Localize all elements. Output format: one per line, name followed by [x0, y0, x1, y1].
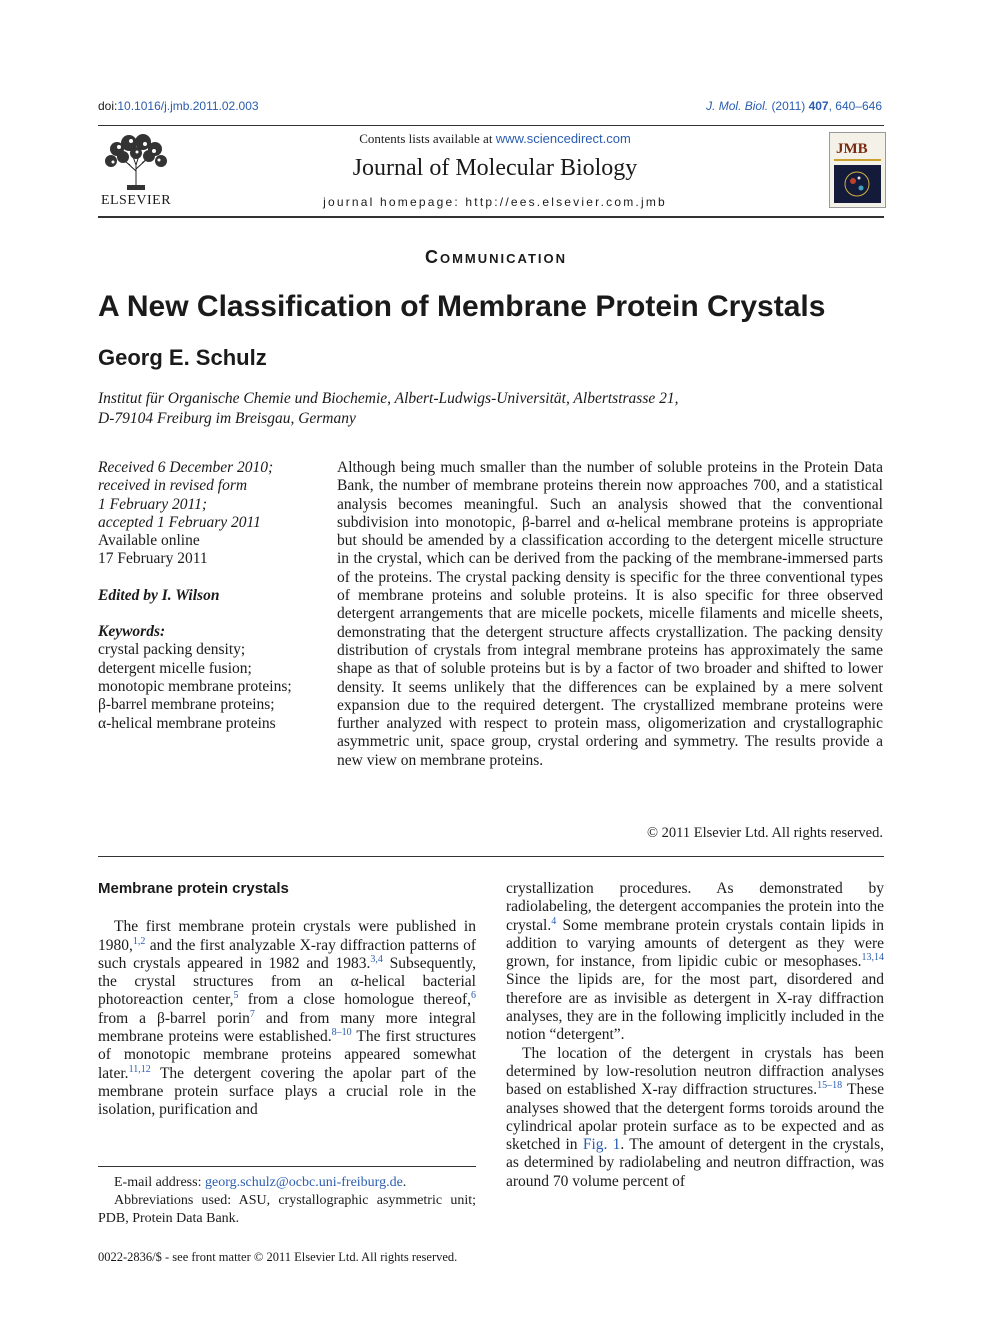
section-heading: Membrane protein crystals [98, 880, 289, 897]
citation-ref[interactable]: 7 [249, 1008, 255, 1020]
body-paragraph: The location of the detergent in crystals has been determined by low-resolution neutron diffraction analyses based on established X-ray diffraction structures.$^{15-18}$ These analyses showed that the detergent forms toroids around the cylindrical apolar protein surface as to be expected and as sketched in Fig. 1. The amount of detergent in the crystals, as determined by radiolabeling and neutron diffraction, was around 70 volume percent of [506, 1044, 885, 1190]
citation-volume: 407 [808, 99, 829, 113]
online-date: 17 February 2011 [98, 550, 208, 568]
citation-pages: , 640–646 [828, 99, 882, 113]
footnote-rule [98, 1166, 476, 1167]
keyword: crystal packing density; [98, 641, 246, 659]
accepted-date: accepted 1 February 2011 [98, 513, 261, 531]
affiliation-line-1: Institut für Organische Chemie und Biochemie, Albert-Ludwigs-Universität, Albertstrasse 21, [98, 390, 679, 407]
revised-label: received in revised form [98, 477, 248, 495]
keyword: β-barrel membrane proteins; [98, 696, 275, 714]
doi-link[interactable]: 10.1016/j.jmb.2011.02.003 [117, 99, 259, 113]
citation-ref[interactable]: 6 [470, 990, 476, 1002]
cover-title: JMB [836, 141, 868, 157]
journal-name: Journal of Molecular Biology [352, 155, 638, 181]
citation-ref[interactable]: 4 [551, 915, 557, 927]
email-footnote: E-mail address: georg.schulz@ocbc.uni-freiburg.de. [114, 1175, 407, 1190]
elsevier-wordmark: ELSEVIER [100, 193, 172, 208]
citation-ref[interactable]: 1,2 [132, 935, 146, 947]
citation-ref[interactable]: 8–10 [331, 1026, 352, 1038]
figure-link[interactable]: Fig. 1 [582, 1136, 621, 1154]
journal-cover-icon [830, 133, 885, 207]
abstract-copyright: © 2011 Elsevier Ltd. All rights reserved. [647, 825, 883, 841]
article-type: Communication [424, 247, 568, 267]
citation-journal: J. Mol. Biol. [706, 99, 769, 113]
body-paragraph: The first membrane protein crystals were published in 1980,$^{1,2}$ and the first analyzable X-ray diffraction patterns of such crystals appeared in 1982 and 1983.$^{3,4}$ Subsequently, the crystal structures from an α-helical bacterial photoreaction center,$^5$ from a close homologue thereof,$^6$ from a β-barrel porin$^7$ and from many more integral membrane proteins were established.$^{8-10}$ The first structures of monotopic membrane proteins appeared somewhat later.$^{11,12}$ The detergent covering the apolar part of the membrane protein surface plays a crucial role in the isolation, purification and [98, 918, 476, 1119]
journal-cover-thumbnail [829, 132, 886, 208]
citation-year: (2011) [771, 99, 806, 113]
doi-line [98, 99, 259, 113]
contents-line [220, 131, 770, 147]
abbreviations-footnote: Abbreviations used: ASU, crystallographic asymmetric unit; PDB, Protein Data Bank. [98, 1193, 476, 1226]
article-title: A New Classification of Membrane Protein Crystals [98, 290, 826, 323]
body-paragraph: crystallization procedures. As demonstrated by radiolabeling, the detergent accompanies the protein into the crystal.$^4$ Some membrane protein crystals contain lipids in addition to varying amounts of detergent as they were grown, for instance, from lipidic cubic or mesophases.$^{13,14}$ Since the lipids are, for the most part, disordered and therefore are as invisible as detergent in X-ray diffraction analyses, they are in the following implicitly included in the notion “detergent”. [506, 880, 884, 1044]
email-label: E-mail address: [114, 1175, 205, 1190]
edited-by: Edited by I. Wilson [98, 586, 220, 604]
online-label: Available online [98, 532, 200, 550]
email-link[interactable]: georg.schulz@ocbc.uni-freiburg.de [204, 1175, 403, 1190]
received-date: Received 6 December 2010; [98, 459, 274, 476]
revised-date: 1 February 2011; [98, 495, 208, 513]
citation [706, 99, 882, 113]
header-rule-bottom [98, 216, 884, 218]
keyword: detergent micelle fusion; [98, 659, 252, 677]
body-column-left [98, 880, 476, 1120]
citation-ref[interactable]: 15–18 [817, 1080, 843, 1092]
sciencedirect-link[interactable]: www.sciencedirect.com [495, 131, 631, 146]
author-name: Georg E. Schulz [98, 345, 267, 370]
footnotes [98, 1174, 476, 1228]
keyword: α-helical membrane proteins [98, 714, 276, 732]
body-column-right [506, 880, 884, 1191]
citation-ref[interactable]: 11,12 [128, 1063, 151, 1075]
affiliation-line-2: D-79104 Freiburg im Breisgau, Germany [98, 410, 356, 427]
citation-ref[interactable]: 13,14 [861, 952, 884, 964]
citation-ref[interactable]: 5 [233, 990, 239, 1002]
abstract-rule [98, 856, 884, 857]
doi-prefix: doi: [98, 99, 118, 113]
front-matter-line: 0022-2836/$ - see front matter © 2011 Elsevier Ltd. All rights reserved. [98, 1250, 458, 1264]
abstract-text: Although being much smaller than the number of soluble proteins in the Protein Data Bank, the number of membrane proteins therein now approaches 700, and a statistical analysis becomes meaningful. Such an analysis showed that the conventional subdivision into monotopic, β-barrel and α-helical membrane proteins is appropriate but should be amended by a classification according to the detergent micelle structure in the crystal, which can be derived from the packing of the membrane-immersed parts of the proteins. The crystal packing density is specific for the three conventional types of membrane proteins and soluble proteins. It is also specific for three observed detergent arrangements that are micelle pockets, micelle filaments and micelle sheets, demonstrating that the detergent structure affects crystallization. The packing density distribution of crystals from integral membrane proteins has approximately the same shape as that of soluble proteins but is by a factor of two broader and shifted to lower density. It seems unlikely that the differences can be explained by a mere solvent expansion due to the required detergent. The crystallized membrane proteins were further analyzed with respect to protein mass, oligomerization and crystallographic asymmetric unit, space group, crystal ordering and symmetry. The results provide a new view on membrane proteins. [337, 459, 883, 769]
article-history [98, 459, 328, 733]
journal-homepage[interactable]: journal homepage: http://ees.elsevier.com.jmb [323, 195, 667, 209]
header-rule-top [98, 125, 884, 126]
citation-ref[interactable]: 3,4 [370, 953, 383, 965]
author-affiliation [98, 389, 798, 429]
keywords-label: Keywords: [98, 623, 166, 641]
keyword: monotopic membrane proteins; [98, 677, 292, 695]
contents-prefix: Contents lists available at [359, 131, 496, 146]
